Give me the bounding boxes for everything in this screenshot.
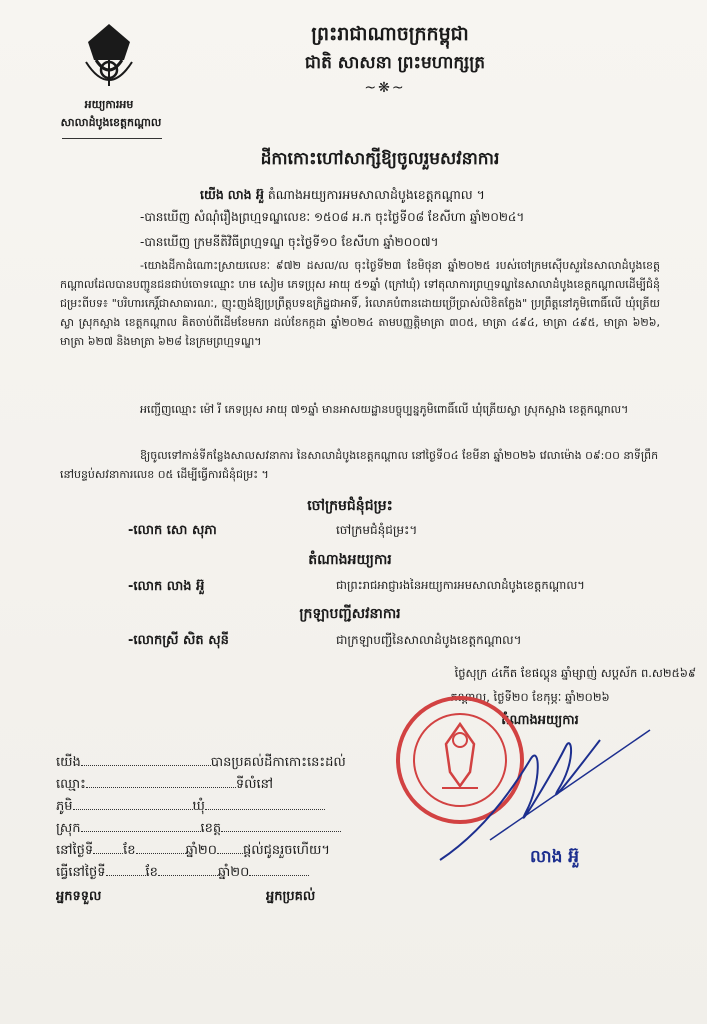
solar-date: កណ្តាល, ថ្ងៃទី២០ ខែកុម្ភៈ ឆ្នាំ២០២៦ xyxy=(450,690,610,704)
receiver-label: អ្នកទទួល xyxy=(56,889,102,904)
ministry-emblem-icon xyxy=(78,20,140,92)
receipt-line-5: នៅថ្ងៃទី ខែ ឆ្នាំ២០ ផ្តល់ជូនរួចហើយ។ xyxy=(56,843,330,858)
receipt-line-2: ឈ្មោះ ទីលំនៅ xyxy=(56,777,273,792)
document-title: ដីកាកោះហៅសាក្សីឱ្យចូលរួមសវនាការ xyxy=(260,149,500,169)
intro-name: លាង អ៊ួ xyxy=(227,187,264,202)
paragraph-2: -បានឃើញ ក្រមនីតិវិធីព្រហ្មទណ្ឌ ចុះថ្ងៃទី១០ ខែសីហា ឆ្នាំ២០០៧។ xyxy=(140,235,439,249)
receipt-line-6: ធ្វើនៅថ្ងៃទី ខែ ឆ្នាំ២០ xyxy=(56,862,309,884)
intro-role: តំណាងអយ្យការអមសាលាដំបូងខេត្តកណ្តាល ។ xyxy=(267,187,485,202)
motto-ornament: ~❋~ xyxy=(364,80,406,96)
panel-name-clerk: -លោកស្រី សិត សុនី xyxy=(128,633,229,648)
paragraph-5: ឱ្យចូលទៅកាន់ទីកន្លែងសាលសវនាការ នៃសាលាដំបូងខេត្តកណ្តាល នៅថ្ងៃទី០៤ ខែមីនា ឆ្នាំ២០២៦ វេលាម៉ោង ០៩:០០ នាទីព្រឹក នៅបន្ទប់សវនាការលេខ ០៥ ដើម្បីធ្វើការជំនុំជម្រះ ។ xyxy=(60,449,659,481)
signer-name: លាង អ៊ួ xyxy=(530,847,580,867)
paragraph-3: -យោងដីកាដំណោះស្រាយលេខៈ ៩៧២ ដសល/ល ចុះថ្ងៃទី២៣ ខែមិថុនា ឆ្នាំ២០២៥ របស់ចៅក្រមស៊ើបសួរនៃសាលាដំបូងខេត្តកណ្តាលដែលបានបញ្ជូនជនជាប់ចោទឈ្មោះ ហម សៀម ភេទប្រុស អាយុ ៥១ឆ្នាំ (ក្រៅឃុំ) ទៅតុលាការព្រហ្មទណ្ឌនៃសាលាដំបូងខេត្តកណ្តាលដើម្បីជំនុំជម្រះពីបទ៖ "បរិហារកេរ្តិ៍ជាសាធារណៈ, ញុះញង់ឱ្យប្រព្រឹត្តបទឧក្រិដ្ឋជាអាទិ៍, រំលោភបំពានដោយប្រើប្រាស់លិខិតក្លែង" ប្រព្រឹត្តនៅភូមិពោធិ៍លើ ឃុំត្រើយស្លា ស្រុកស្អាង ខេត្តកណ្តាល គិតចាប់ពីដើមខែមករា ដល់ខែកក្កដា ឆ្នាំ២០២៤ តាមបញ្ញត្តិមាត្រា ៣០៥, មាត្រា ៤៩៤, មាត្រា ៤៩៥, មាត្រា ៦២៦, មាត្រា ៦២៧ និងមាត្រា ៦២៨ នៃក្រមព្រហ្មទណ្ឌ។ xyxy=(60,259,660,348)
panel-role-clerk: ជាក្រឡាបញ្ជីនៃសាលាដំបូងខេត្តកណ្តាល។ xyxy=(336,633,522,647)
office-name-line2: សាលាដំបូងខេត្តកណ្តាល xyxy=(60,116,162,129)
panel-heading-prosecutor: តំណាងអយ្យការ xyxy=(308,552,392,568)
lunar-date: ថ្ងៃសុក្រ ៤កើត ខែផល្គុន ឆ្នាំម្សាញ់ សប្តស័ក ព.ស២៥៦៩ xyxy=(454,666,696,680)
panel-heading-judge: ចៅក្រមជំនុំជម្រះ xyxy=(307,498,393,514)
national-motto: ជាតិ សាសនា ព្រះមហាក្សត្រ xyxy=(304,53,486,73)
deliverer-label: អ្នកប្រគល់ xyxy=(266,889,316,904)
intro-we: យើង xyxy=(200,187,224,202)
receipt-line-3: ភូមិ ឃុំ xyxy=(56,796,325,818)
panel-heading-clerk: ក្រឡាបញ្ជីសវនាការ xyxy=(299,606,401,622)
signer-title: តំណាងអយ្យការ xyxy=(501,713,579,728)
paragraph-4: អញ្ជើញឈ្មោះ ម៉ៅ រី ភេទប្រុស អាយុ ៧១ឆ្នាំ មានអាសយដ្ឋានបច្ចុប្បន្នភូមិពោធិ៍លើ ឃុំត្រើយស្លា ស្រុកស្អាង ខេត្តកណ្តាល។ xyxy=(140,403,629,416)
receipt-line-1: យើង បានប្រគល់ដីកាកោះនេះដល់ xyxy=(56,755,346,770)
kingdom-title: ព្រះរាជាណាចក្រកម្ពុជា xyxy=(311,23,469,45)
panel-role-judge: ចៅក្រមជំនុំជម្រះ។ xyxy=(336,523,418,537)
panel-name-judge: -លោក សោ សុភា xyxy=(128,523,217,538)
office-name-line1: អយ្យការអម xyxy=(84,98,134,111)
paragraph-1: -បានឃើញ សំណុំរឿងព្រហ្មទណ្ឌលេខៈ ១៥០៨ អ.ក ចុះថ្ងៃទី០៨ ខែសីហា ឆ្នាំ២០២៤។ xyxy=(140,210,525,224)
office-underline xyxy=(62,138,162,139)
intro-line xyxy=(200,185,600,205)
panel-role-prosecutor: ជាព្រះរាជអាជ្ញារងនៃអយ្យការអមសាលាដំបូងខេត្តកណ្តាល។ xyxy=(336,578,585,592)
receipt-line-4: ស្រុក ខេត្ត xyxy=(56,818,341,840)
panel-name-prosecutor: -លោក លាង អ៊ួ xyxy=(128,579,205,594)
